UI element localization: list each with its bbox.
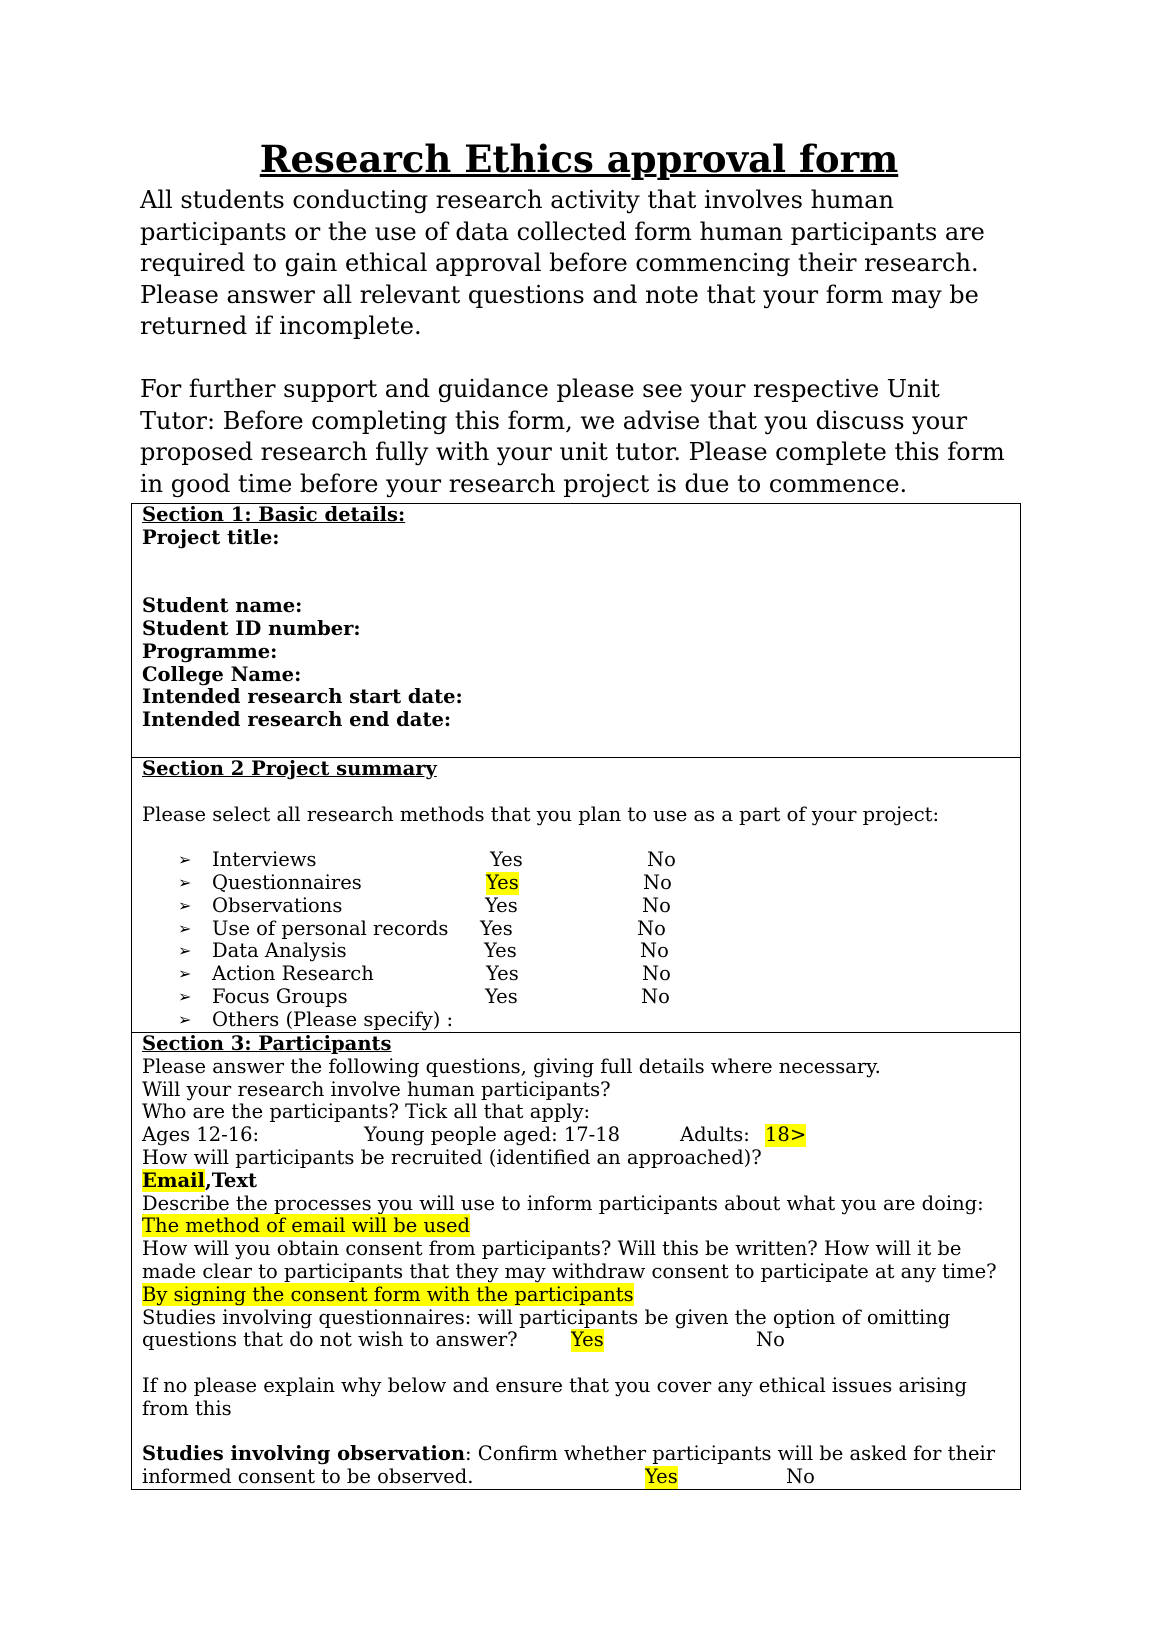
section-2-project-summary — [131, 757, 1021, 1033]
programme-field[interactable]: Programme: — [142, 639, 278, 663]
answer-consent-line — [142, 1284, 1020, 1307]
section-2-heading: Section 2 Project summary — [142, 757, 437, 780]
method-label: Observations — [212, 893, 343, 917]
section-1-heading: Section 1: Basic details: — [142, 503, 406, 526]
method-label: Focus Groups — [212, 984, 348, 1008]
college-name-field[interactable]: College Name: — [142, 662, 302, 686]
recruit-text-answer: ,Text — [204, 1168, 258, 1192]
end-date-field[interactable]: Intended research end date: — [142, 708, 452, 732]
method-no-option[interactable]: No — [643, 870, 672, 894]
method-yes-option[interactable]: Yes — [485, 893, 518, 917]
page-title: Research Ethics approval form — [259, 137, 899, 181]
age-groups-row — [142, 1124, 1020, 1147]
question-human-participants: Will your research involve human participants? — [142, 1077, 611, 1101]
observation-yes-option-selected[interactable]: Yes — [645, 1465, 678, 1489]
section-1-basic-details — [131, 503, 1021, 758]
student-name-field[interactable]: Student name: — [142, 594, 303, 618]
others-specify-field[interactable]: Others (Please specify) : — [212, 1007, 454, 1031]
section-3-heading: Section 3: Participants — [142, 1032, 392, 1055]
arrow-bullet-icon: ➢ — [178, 918, 192, 938]
arrow-bullet-icon: ➢ — [178, 850, 192, 870]
arrow-bullet-icon: ➢ — [178, 895, 192, 915]
method-row-questionnaires — [142, 872, 1020, 895]
intro-text-2: For further support and guidance please see your respective Unit Tutor: Before completing this form, we advise that you discuss your proposed research fully with your unit tutor. Please complete this form in good time before your research project is due to commence. — [140, 375, 1005, 498]
answer-inform: The method of email will be used — [142, 1214, 471, 1238]
arrow-bullet-icon: ➢ — [178, 941, 192, 961]
question-omit-line-1: Studies involving questionnaires: will participants be given the option of omitting — [142, 1305, 951, 1329]
method-yes-option[interactable]: Yes — [485, 984, 518, 1008]
methods-prompt: Please select all research methods that you plan to use as a part of your project: — [142, 802, 940, 826]
method-row-personal-records — [142, 918, 1020, 941]
omit-no-option[interactable]: No — [756, 1328, 785, 1352]
arrow-bullet-icon: ➢ — [178, 1009, 192, 1029]
intro-paragraph-2 — [140, 374, 1020, 500]
method-row-focus-groups — [142, 986, 1020, 1009]
question-consent-line-2: made clear to participants that they may withdraw consent to participate at any time? — [142, 1259, 997, 1283]
method-label: Use of personal records — [212, 916, 449, 940]
answer-inform-line — [142, 1215, 1020, 1238]
method-row-data-analysis — [142, 940, 1020, 963]
method-no-option[interactable]: No — [640, 939, 669, 963]
explain-line-2: from this — [142, 1396, 232, 1420]
section-3-instruction: Please answer the following questions, giving full details where necessary. — [142, 1054, 881, 1078]
observation-question-line-2 — [142, 1466, 1020, 1489]
method-no-option[interactable]: No — [637, 916, 666, 940]
method-yes-option[interactable]: Yes — [486, 962, 519, 986]
observation-bold-label: Studies involving observation — [142, 1442, 466, 1466]
omit-yes-option-selected[interactable]: Yes — [571, 1328, 604, 1352]
method-row-action-research — [142, 963, 1020, 986]
method-row-others — [142, 1009, 1020, 1032]
question-consent-line-1: How will you obtain consent from participants? Will this be written? How will it be — [142, 1237, 962, 1261]
arrow-bullet-icon: ➢ — [178, 872, 192, 892]
method-label: Questionnaires — [212, 870, 362, 894]
start-date-field[interactable]: Intended research start date: — [142, 685, 463, 709]
ages-12-16-option[interactable]: Ages 12-16: — [142, 1123, 260, 1147]
young-people-option[interactable]: Young people aged: 17-18 — [364, 1123, 621, 1147]
method-row-interviews — [142, 849, 1020, 872]
method-yes-option[interactable]: Yes — [480, 916, 513, 940]
observation-question-rest: : Confirm whether participants will be asked for their — [465, 1442, 996, 1466]
method-no-option[interactable]: No — [647, 848, 676, 872]
project-title-field[interactable]: Project title: — [142, 525, 280, 549]
section-3-participants — [131, 1032, 1021, 1490]
explain-line-1: If no please explain why below and ensure that you cover any ethical issues arising — [142, 1373, 967, 1397]
observation-question-line-1 — [142, 1443, 1020, 1466]
recruit-email-answer: Email — [142, 1168, 205, 1192]
intro-text-1: All students conducting research activity that involves human participants or the use of data collected form human participants are required to gain ethical approval before commencing their research. Please answer all relevant questions and note that your form may be returned if incomplete. — [140, 186, 985, 340]
observation-no-option[interactable]: No — [786, 1465, 815, 1489]
question-omit-line-2 — [142, 1329, 1020, 1352]
arrow-bullet-icon: ➢ — [178, 964, 192, 984]
question-omit-text: questions that do not wish to answer? — [142, 1328, 518, 1352]
method-label: Interviews — [212, 848, 317, 872]
method-no-option[interactable]: No — [641, 984, 670, 1008]
adults-option-selected[interactable]: 18> — [765, 1123, 807, 1147]
method-no-option[interactable]: No — [642, 962, 671, 986]
method-yes-option-selected[interactable]: Yes — [486, 870, 519, 894]
question-who-participants: Who are the participants? Tick all that apply: — [142, 1100, 591, 1124]
question-inform: Describe the processes you will use to inform participants about what you are doing: — [142, 1191, 984, 1215]
student-id-field[interactable]: Student ID number: — [142, 616, 361, 640]
adults-option-label: Adults: — [680, 1123, 750, 1147]
answer-consent: By signing the consent form with the participants — [142, 1282, 634, 1306]
method-label: Data Analysis — [212, 939, 347, 963]
method-yes-option[interactable]: Yes — [490, 848, 523, 872]
arrow-bullet-icon: ➢ — [178, 986, 192, 1006]
question-recruitment: How will participants be recruited (identified an approached)? — [142, 1145, 762, 1169]
method-no-option[interactable]: No — [642, 893, 671, 917]
method-row-observations — [142, 895, 1020, 918]
method-label: Action Research — [212, 962, 374, 986]
method-yes-option[interactable]: Yes — [484, 939, 517, 963]
answer-recruitment — [142, 1170, 1020, 1193]
observation-question-text: informed consent to be observed. — [142, 1465, 474, 1489]
intro-paragraph-1 — [140, 185, 1020, 343]
